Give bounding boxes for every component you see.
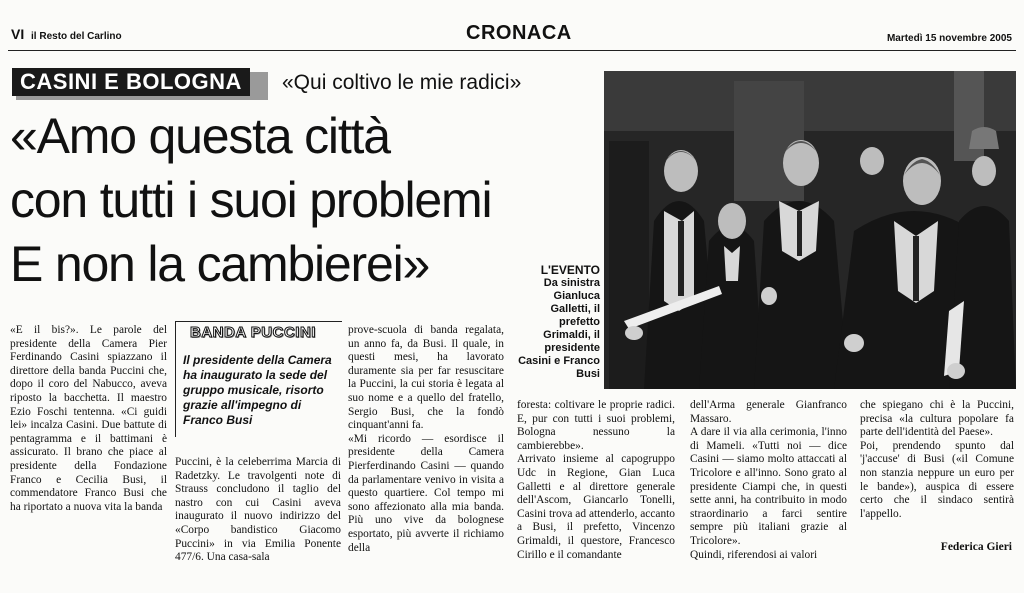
page-folio bbox=[11, 26, 122, 42]
news-photo bbox=[604, 71, 1016, 389]
subheadline: «Qui coltivo le mie radici» bbox=[282, 71, 522, 94]
headline-line: con tutti i suoi problemi bbox=[10, 172, 492, 228]
paragraph: Arrivato insieme al capogruppo Udc in Regione, Gian Luca Galletti e al direttore generale dell'Ascom, Giancarlo Tonelli, Casini trova ad attenderlo, accanto a Busi, il prefetto, Vincenzo Grimaldi, il questore, Francesco Cirillo e il comandante bbox=[517, 453, 675, 561]
page-number: VI bbox=[11, 26, 25, 42]
byline: Federica Gieri bbox=[940, 541, 1012, 553]
paragraph: Quindi, riferendosi ai valori bbox=[690, 548, 818, 561]
issue-date: Martedì 15 novembre 2005 bbox=[886, 33, 1012, 44]
paragraph: prove-scuola di banda regalata, un anno fa, da Busi. Il quale, in questi mesi, ha lavorato duramente sia per far resuscitare la Puccini, la cui storia è legata al suo nome e a quello del fratello, Sergio Busi, che la fondò cinquant'anni fa. bbox=[348, 324, 504, 432]
photo-illustration bbox=[604, 71, 1016, 389]
paragraph: dell'Arma generale Gianfranco Massaro. bbox=[690, 399, 847, 425]
paragraph: A dare il via alla cerimonia, l'inno di Mameli. «Tutti noi — dice Casini — siamo molto attaccati al Tricolore e all'inno. Sono grato al presidente Ciampi che, in questi sette anni, ha contribuito in modo straordinario a farci sentire sempre più italiani grazie al Tricolore». bbox=[690, 426, 847, 547]
caption-label: L'EVENTO bbox=[540, 263, 600, 277]
caption-text: Da sinistra Gianluca Galletti, il prefetto Grimaldi, il presidente Casini e Franco Busi bbox=[518, 277, 600, 380]
article-column-1: «E il bis?». Le parole del presidente della Camera Pier Ferdinando Casini spiazzano il direttore della banda Puccini che, dopo il coro del Nabucco, aveva riposto la bacchetta. Il maestro Ezio Foschi tentenna. «Ci guidi lei» incalza Casini. Due battute di pentagramma e il battimani è assicurato. Il brano che piace al presidente della Fondazione Franco e Cecilia Busi, il commendatore Franco Busi che ha riportato a nuova vita la banda bbox=[10, 324, 167, 513]
header-rule bbox=[8, 50, 1016, 51]
paragraph: «Mi ricordo — esordisce il presidente della Camera Pierferdinando Casini — quando da parlamentare venivo in visita a questo quartiere. Col tempo mi sono affezionato alla mia banda. Più uno vive da bolognese esportato, più avverte il richiamo della bbox=[348, 432, 504, 554]
headline-line: «Amo questa città bbox=[10, 108, 390, 164]
box-title: BANDA PUCCINI bbox=[190, 324, 316, 341]
paragraph: foresta: coltivare le proprie radici. E, pur con tutti i suoi problemi, Bologna nessuno la cambierebbe». bbox=[517, 399, 675, 452]
article-column-4 bbox=[517, 399, 675, 562]
paragraph: che spiegano chi è la Puccini, precisa «la cultura popolare fa parte dell'identità del Paese». bbox=[860, 399, 1014, 439]
paragraph: Poi, prendendo spunto dal 'j'accuse' di Busi («il Comune non stanzia neppure un euro per le bande»), auspica di essere certo che il sindaco sentirà l'appello. bbox=[860, 439, 1014, 520]
headline-line: E non la cambierei» bbox=[10, 236, 430, 292]
photo-caption bbox=[518, 264, 600, 381]
article-column-3 bbox=[348, 324, 504, 555]
article-column-5 bbox=[690, 399, 847, 562]
box-text: Il presidente della Camera ha inaugurato la sede del gruppo musicale, risorto grazie all'impegno di Franco Busi bbox=[183, 353, 332, 427]
article-column-2: Puccini, è la celeberrima Marcia di Radetzky. Le travolgenti note di Strauss concludono il taglio del nastro con cui Casini aveva inaugurato il nuovo indirizzo del «Corpo bandistico Giacomo Puccini» in via Emilia Ponente 477/6. Una casa-sala bbox=[175, 456, 341, 564]
section-title: CRONACA bbox=[466, 22, 572, 44]
headline bbox=[10, 104, 530, 296]
kicker: CASINI E BOLOGNA bbox=[12, 68, 250, 96]
article-column-6 bbox=[860, 399, 1014, 521]
newspaper-name: il Resto del Carlino bbox=[31, 31, 122, 42]
